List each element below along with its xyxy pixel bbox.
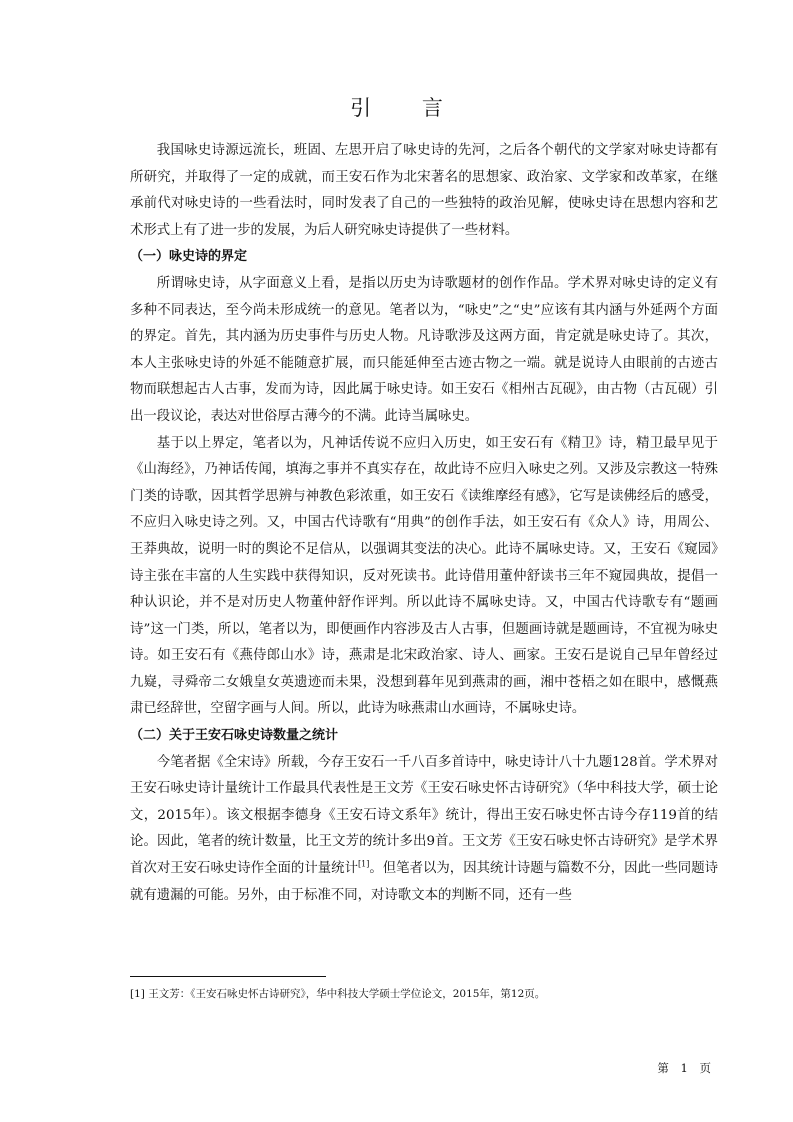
statistics-paragraph <box>130 750 718 910</box>
footnote-reference[interactable]: [1] <box>357 859 370 869</box>
page-number: 第 1 页 <box>657 1061 715 1075</box>
section-heading-definition: （一）咏史诗的界定 <box>130 249 248 265</box>
footnote-divider <box>130 976 326 977</box>
statistics-text-part-1: 今笔者据《全宋诗》所载，今存王安石一千八百多首诗中，咏史诗计八十九题128首。学术界对王安石咏史诗计量统计工作最具代表性是王文芳《王安石咏史怀古诗研究》（华中科技大学，硕士论文，2015年）。该文根据李德身《王安石诗文系年》统计，得出王安石咏史怀古诗今存119首的结论。因此，笔者的统计数量，比王文芳的统计多出9首。王文芳《王安石咏史怀古诗研究》是学术界首次对王安石咏史诗作全面的计量统计 <box>130 754 718 877</box>
section-heading-statistics: （二）关于王安石咏史诗数量之统计 <box>130 728 339 744</box>
definition-paragraph-1: 所谓咏史诗，从字面意义上看，是指以历史为诗歌题材的创作作品。学术界对咏史诗的定义有多种不同表达，至今尚未形成统一的意见。笔者以为，“咏史”之“史”应该有其内涵与外延两个方面的界定。首先，其内涵为历史事件与历史人物。凡诗歌涉及这两方面，肯定就是咏史诗了。其次，本人主张咏史诗的外延不能随意扩展，而只能延伸至古迹古物之一端。就是说诗人由眼前的古迹古物而联想起古人古事，发而为诗，因此属于咏史诗。如王安石《相州古瓦砚》，由古物（古瓦砚）引出一段议论，表达对世俗厚古薄今的不满。此诗当属咏史。 <box>130 275 718 424</box>
intro-paragraph: 我国咏史诗源远流长，班固、左思开启了咏史诗的先河，之后各个朝代的文学家对咏史诗都有所研究，并取得了一定的成就，而王安石作为北宋著名的思想家、政治家、文学家和改革家，在继承前代对咏史诗的一些看法时，同时发表了自己的一些独特的政治见解，使咏史诗在思想内容和艺术形式上有了进一步的发展，为后人研究咏史诗提供了一些材料。 <box>130 143 718 238</box>
body-text <box>130 138 718 909</box>
definition-paragraph-2: 基于以上界定，笔者以为，凡神话传说不应归入历史，如王安石有《精卫》诗，精卫最早见于《山海经》，乃神话传闻，填海之事并不真实存在，故此诗不应归入咏史之列。又涉及宗教这一特殊门类的诗歌，因其哲学思辨与神教色彩浓重，如王安石《读维摩经有感》，它写是读佛经后的感受，不应归入咏史诗之列。又，中国古代诗歌有“用典”的创作手法，如王安石有《众人》诗，用周公、王莽典故，说明一时的舆论不足信从，以强调其变法的决心。此诗不属咏史诗。又，王安石《窥园》诗主张在丰富的人生实践中获得知识，反对死读书。此诗借用董仲舒读书三年不窥园典故，提倡一种认识论，并不是对历史人物董仲舒作评判。所以此诗不属咏史诗。又，中国古代诗歌专有“题画诗”这一门类，所以，笔者以为，即便画作内容涉及古人古事，但题画诗就是题画诗，不宜视为咏史诗。如王安石有《燕侍郎山水》诗，燕肃是北宋政治家、诗人、画家。王安石是说自己早年曾经过九嶷，寻舜帝二女娥皇女英遗迹而未果，没想到暮年见到燕肃的画，湘中苍梧之如在眼中，感慨燕肃已经辞世，空留字画与人间。所以，此诗为咏燕肃山水画诗，不属咏史诗。 <box>130 435 718 717</box>
footnote: [1] 王文芳：《王安石咏史怀古诗研究》，华中科技大学硕士学位论文，2015年，第12页。 <box>130 988 546 1000</box>
page-title: 引 言 <box>350 96 465 120</box>
statistics-text-part-2: 。但笔者以为，因其统计诗题与篇数不分，因此一些同题诗就有遗漏的可能。另外，由于标准不同，对诗歌文本的判断不同，还有一些 <box>130 861 719 903</box>
